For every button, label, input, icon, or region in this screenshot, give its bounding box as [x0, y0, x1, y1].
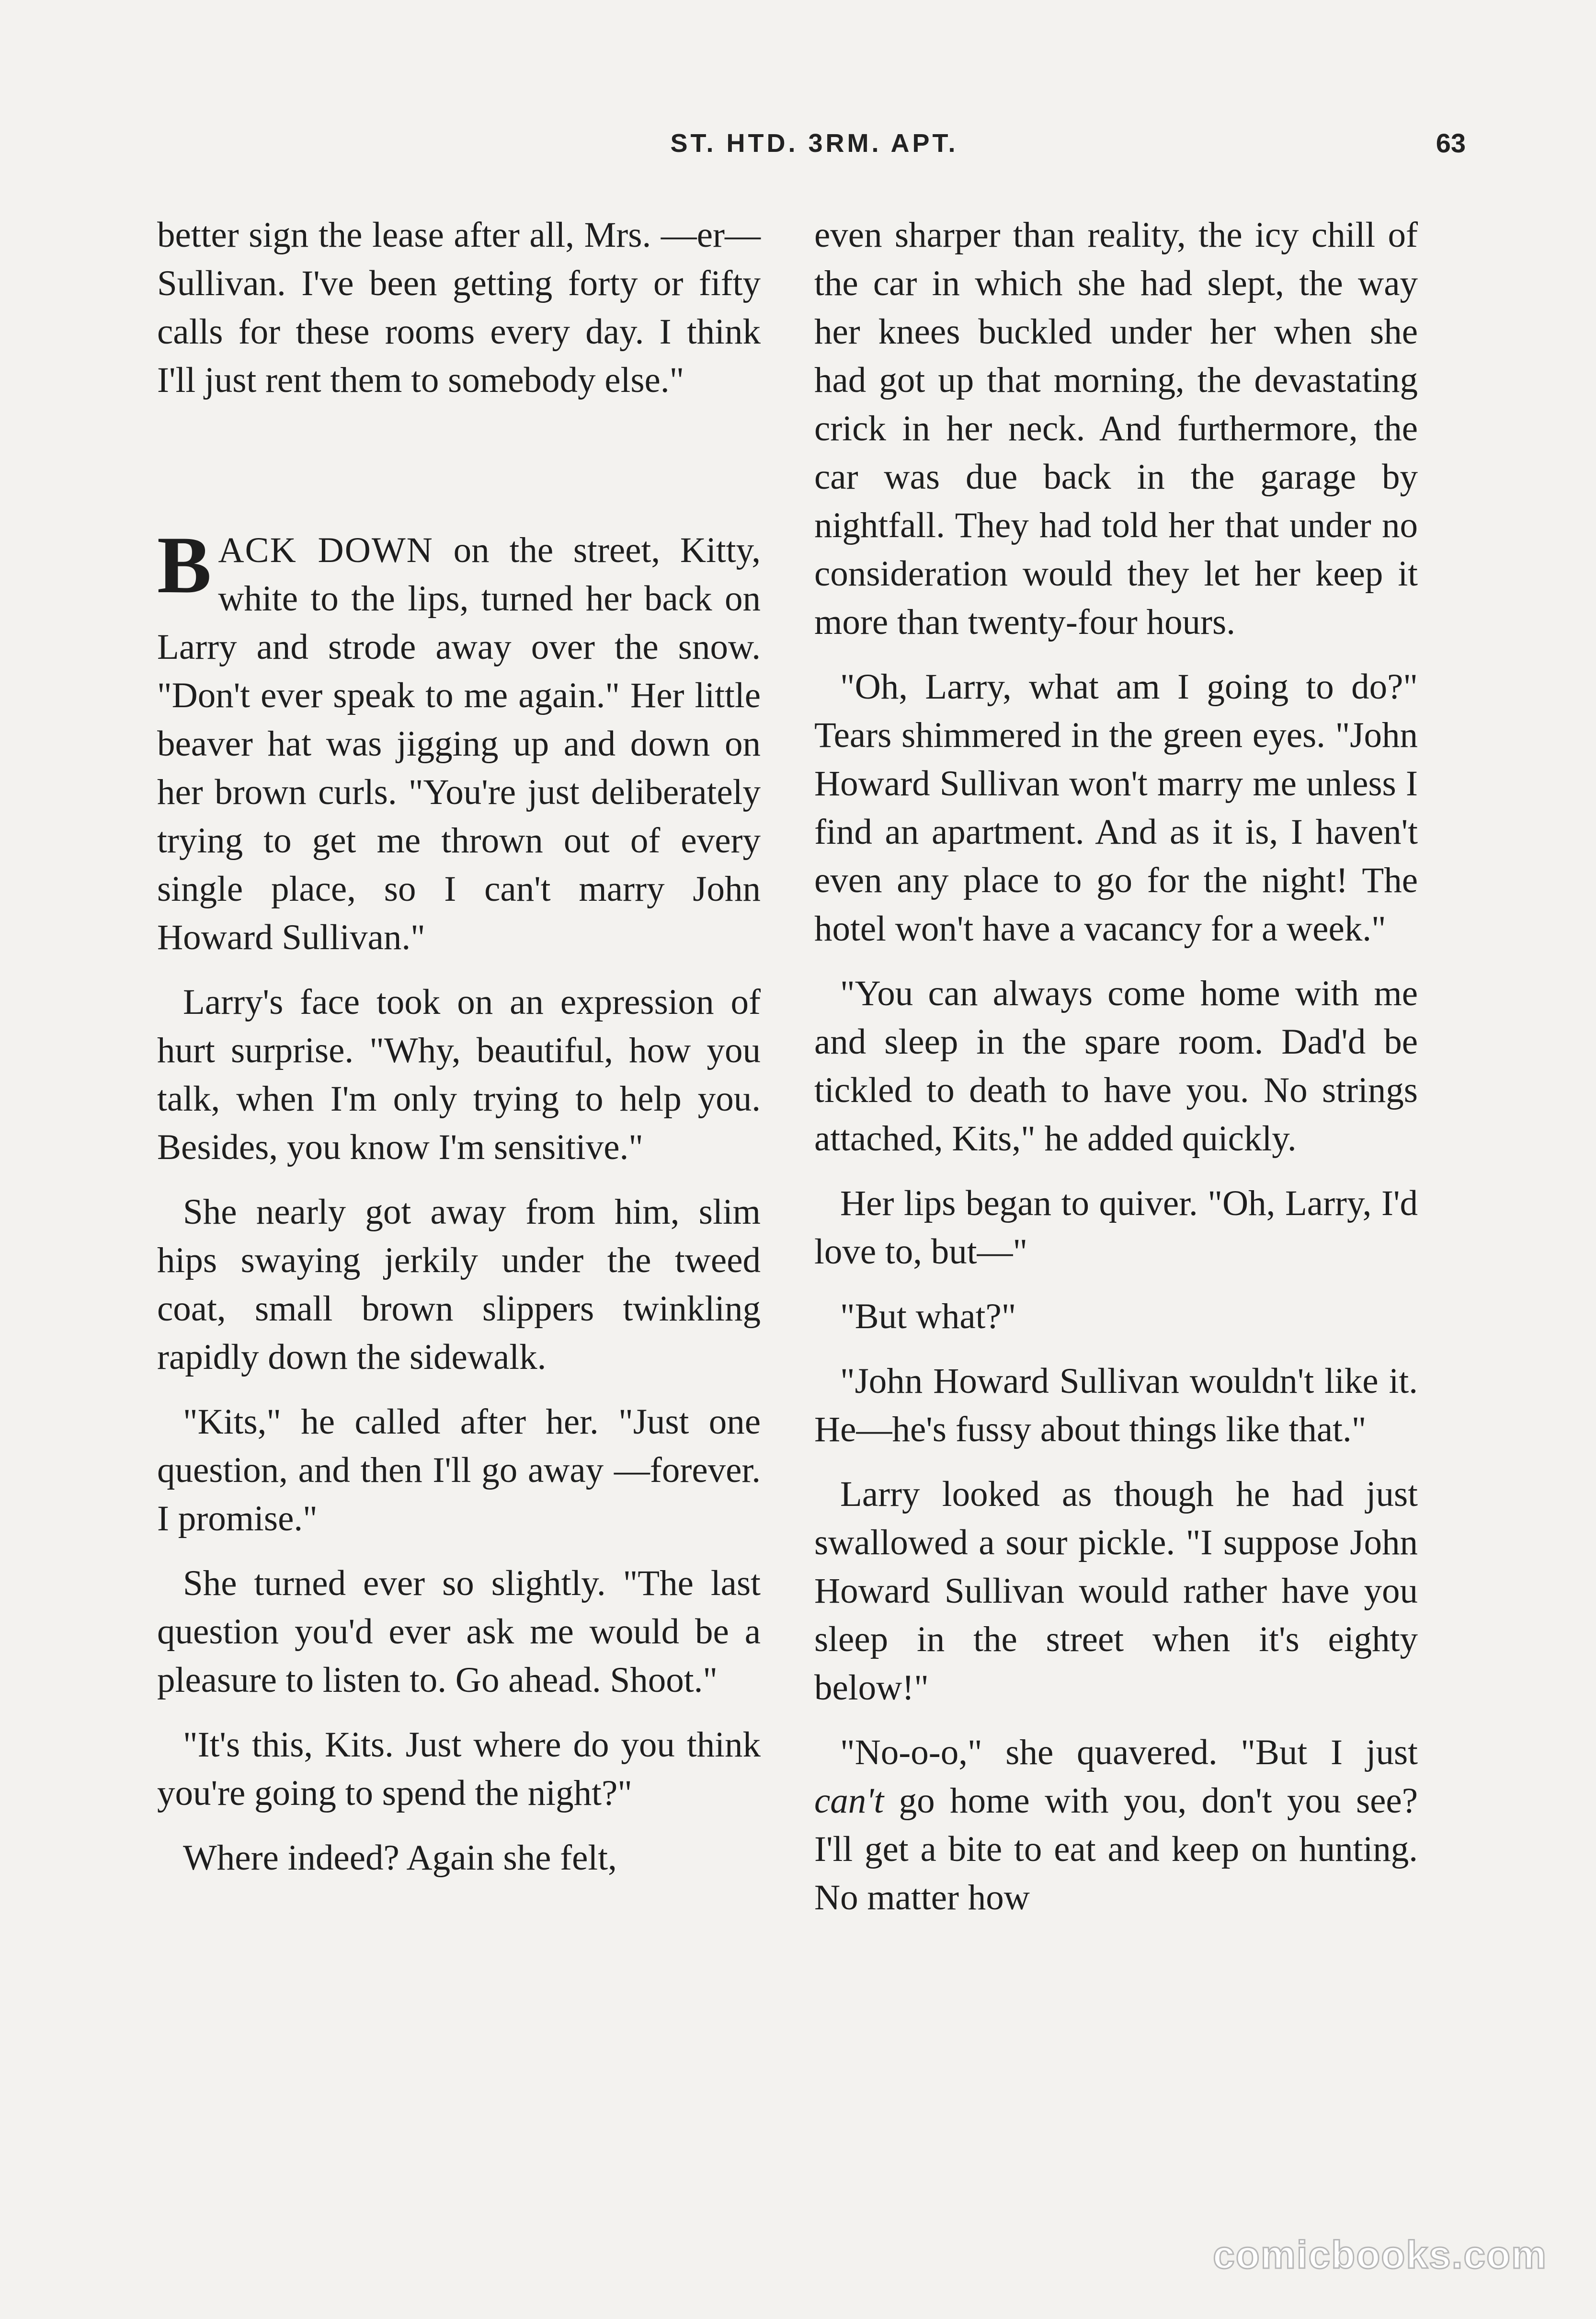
paragraph: better sign the lease after all, Mrs. —er—Sullivan. I've been getting forty or fifty calls for these rooms every day. I think I'll just rent them to somebody else." — [157, 215, 761, 400]
emphasized-word: can't — [814, 1781, 884, 1821]
paragraph: She turned ever so slightly. "The last question you'd ever ask me would be a pleasure to listen to. Go ahead. Shoot." — [157, 1563, 761, 1700]
paragraph: She nearly got away from him, slim hips swaying jerkily under the tweed coat, small brown slippers twinkling rapidly down the sidewalk. — [157, 1192, 761, 1377]
paragraph: "It's this, Kits. Just where do you think you're going to spend the night?" — [157, 1725, 761, 1813]
paragraph-text: "No-o-o," she quavered. "But I just — [840, 1733, 1418, 1772]
paragraph: "John Howard Sullivan wouldn't like it. He—he's fussy about things like that." — [814, 1361, 1418, 1449]
page-number: 63 — [1436, 128, 1466, 158]
paragraph-section-opening — [157, 520, 761, 962]
drop-cap: B — [157, 520, 212, 610]
paragraph: "You can always come home with me and sleep in the spare room. Dad'd be tickled to death to have you. No strings attached, Kits," he added quickly. — [814, 974, 1418, 1159]
paragraph: Where indeed? Again she felt, — [183, 1838, 617, 1878]
paragraph-text: go home with you, don't you see? I'll get a bite to eat and keep on hunting. No matter how — [814, 1781, 1418, 1917]
watermark-logo: comicbooks.com — [1213, 2233, 1547, 2277]
paragraph: Larry's face took on an expression of hurt surprise. "Why, beautiful, how you talk, when I'm only trying to help you. Besides, you know I'm sensitive." — [157, 982, 761, 1167]
running-title: ST. HTD. 3RM. APT. — [670, 129, 958, 158]
paragraph: Larry looked as though he had just swallowed a sour pickle. "I suppose John Howard Sullivan would rather have you sleep in the street when it's eighty below!" — [814, 1474, 1418, 1708]
paragraph: "Kits," he called after her. "Just one question, and then I'll go away —forever. I promise." — [157, 1402, 761, 1538]
paragraph: "But what?" — [840, 1297, 1016, 1336]
paragraph: even sharper than reality, the icy chill of the car in which she had slept, the way her knees buckled under her when she had got up that morning, the devastating crick in her neck. And furthermore, the car was due back in the garage by nightfall. They had told her that under no consideration would they let her keep it more than twenty-four hours. — [814, 215, 1418, 642]
left-column — [157, 211, 761, 1898]
paragraph — [814, 1728, 1418, 1922]
paragraph: Her lips began to quiver. "Oh, Larry, I'd love to, but—" — [814, 1183, 1418, 1272]
paragraph: "Oh, Larry, what am I going to do?" Tears shimmered in the green eyes. "John Howard Sullivan won't marry me unless I find an apartment. And as it is, I haven't even any place to go for the night! The hotel won't have a vacancy for a week." — [814, 667, 1418, 949]
section-lead-words: ACK DOWN — [218, 530, 433, 570]
right-column — [814, 211, 1418, 1938]
section-break — [157, 421, 761, 526]
paragraph-text: on the street, Kitty, white to the lips, turned her back on Larry and strode away over the snow. "Don't ever speak to me again." Her little beaver hat was jigging up and down on her brown curls. "You're just deliberately trying to get me thrown out of every single place, so I can't marry John Howard Sullivan." — [157, 530, 761, 957]
